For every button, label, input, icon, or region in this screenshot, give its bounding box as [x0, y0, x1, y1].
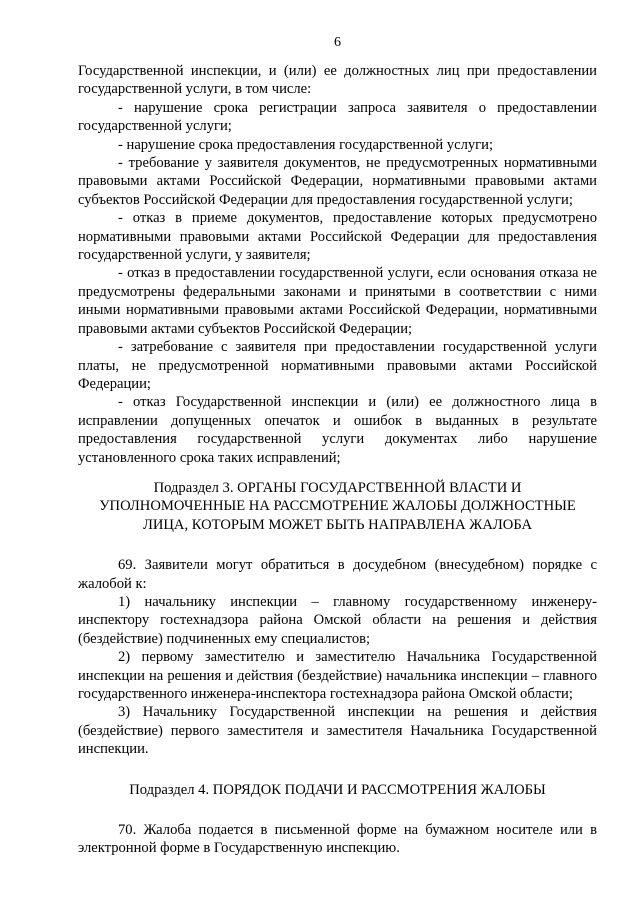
paragraph-69: 69. Заявители могут обратиться в досудебном (внесудебном) порядке с жалобой к:	[78, 557, 597, 592]
list-item: - нарушение срока регистрации запроса заявителя о предоставлении государственной услуги;	[78, 99, 597, 135]
document-body	[78, 62, 597, 858]
page-number: 6	[334, 35, 341, 50]
list-item: - нарушение срока предоставления государственной услуги;	[118, 136, 494, 153]
list-item: - отказ в приеме документов, предоставление которых предусмотрено нормативными правовыми актами Российской Федерации для предоставления государственной услуги, у заявителя;	[78, 210, 597, 264]
list-item: 1) начальнику инспекции – главному государственному инженеру-инспектору гостехнадзора района Омской области на решения и действия (бездействие) подчиненных ему специалистов;	[78, 593, 597, 647]
paragraph: Государственной инспекции, и (или) ее должностных лиц при предоставлении государственной услуги, в том числе:	[78, 63, 597, 98]
list-item: 3) Начальнику Государственной инспекции на решения и действия (бездействие) первого заместителя и заместителя Начальника Государственной инспекции.	[78, 704, 597, 758]
heading-line: Подраздел 3. ОРГАНЫ ГОСУДАРСТВЕННОЙ ВЛАСТИ И	[153, 479, 522, 496]
list-item: 2) первому заместителю и заместителю Начальника Государственной инспекции на решения и действия (бездействие) начальника инспекции – главного государственного инженера-инспектора гостехнадзора района Омской области;	[78, 649, 597, 702]
heading-line: УПОЛНОМОЧЕННЫЕ НА РАССМОТРЕНИЕ ЖАЛОБЫ ДОЛЖНОСТНЫЕ	[99, 498, 576, 515]
subsection-4-heading	[78, 781, 597, 799]
heading-line: Подраздел 4. ПОРЯДОК ПОДАЧИ И РАССМОТРЕНИЯ ЖАЛОБЫ	[129, 781, 546, 798]
heading-line: ЛИЦА, КОТОРЫМ МОЖЕТ БЫТЬ НАПРАВЛЕНА ЖАЛОБА	[142, 516, 533, 533]
subsection-3-heading	[78, 479, 597, 534]
list-item: - отказ в предоставлении государственной услуги, если основания отказа не предусмотрены федеральными законами и принятыми в соответствии с ними иными нормативными правовыми актами Российской Федерации, нормативными правовыми актами субъектов Российской Федерации;	[78, 265, 597, 337]
paragraph-70: 70. Жалоба подается в письменной форме на бумажном носителе или в электронной форме в Государственную инспекцию.	[78, 822, 597, 857]
list-item: - требование у заявителя документов, не предусмотренных нормативными правовыми актами Российской Федерации, нормативными правовыми актами субъектов Российской Федерации для предоставления государственной услуги;	[78, 155, 597, 208]
list-item: - отказ Государственной инспекции и (или) ее должностного лица в исправлении допущенных опечаток и ошибок в выданных в результате предоставления государственной услуги документах либо нарушение установленного срока таких исправлений;	[78, 394, 597, 466]
list-item: - затребование с заявителя при предоставлении государственной услуги платы, не предусмотренной нормативными правовыми актами Российской Федерации;	[78, 339, 597, 392]
